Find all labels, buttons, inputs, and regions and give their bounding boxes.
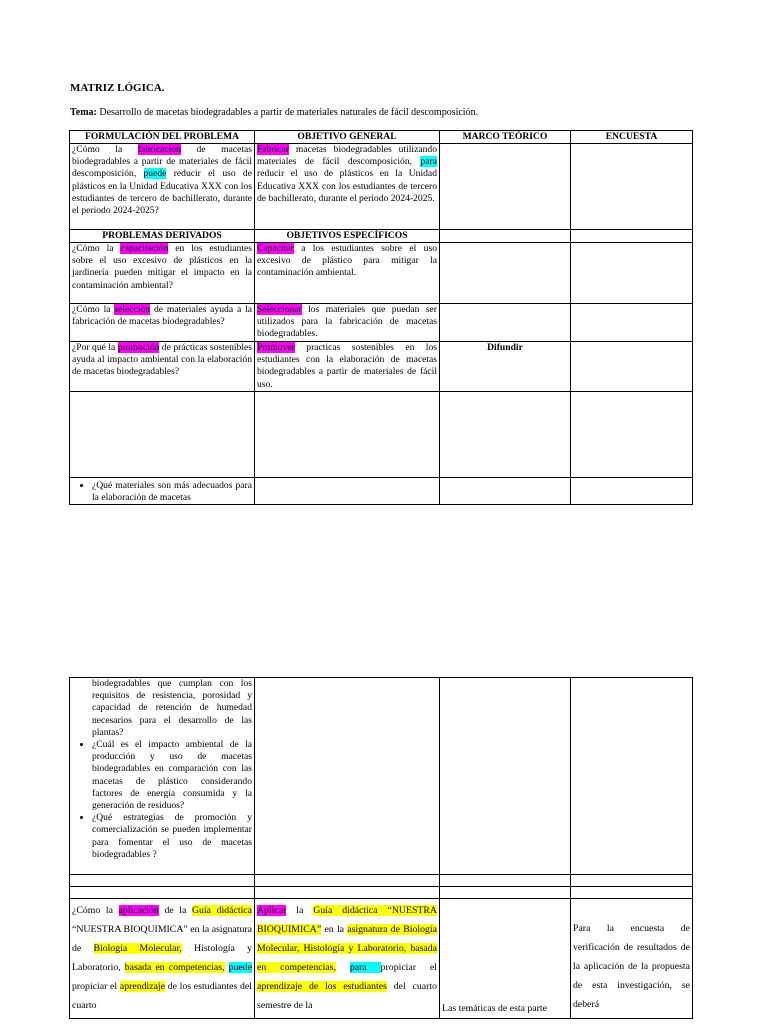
marco-cell bbox=[440, 243, 571, 304]
empty-cell bbox=[571, 875, 693, 887]
main-problem-cell: ¿Cómo la fabricación de macetas biodegradables a partir de materiales de fácil descomposición, puede reducir el uso de plásticos en la Unidad Educativa XXX con los estudiantes de tercero de bachillerato, durante el periodo 2024-2025? bbox=[70, 144, 255, 230]
guide-encuesta-cell: Para la encuesta de verificación de resultados de la aplicación de la propuesta de esta investigación, se deberá bbox=[571, 899, 693, 1019]
encuesta-cell bbox=[571, 230, 693, 243]
list-item: • ¿Qué materiales son más adecuados para la elaboración de macetas bbox=[92, 480, 252, 504]
specific-objective-1: Capacitar a los estudiantes sobre el uso excesivo de plástico para mitigar la contaminación ambiental. bbox=[255, 243, 440, 304]
subheader-derived: PROBLEMAS DERIVADOS bbox=[70, 230, 255, 243]
marco-cell bbox=[440, 230, 571, 243]
main-objective-cell: Fabricar macetas biodegradables utilizando materiales de fácil descomposición, para reducir el uso de plásticos en la Unidad Educativa XXX con los estudiantes de tercero de bachillerato, durante el periodo 2024-2025. bbox=[255, 144, 440, 230]
empty-cell bbox=[571, 678, 693, 875]
logic-matrix-table-continued bbox=[69, 677, 693, 1019]
empty-cell bbox=[571, 392, 693, 478]
encuesta-cell bbox=[571, 243, 693, 304]
empty-cell bbox=[255, 478, 440, 505]
bullet-list-cell bbox=[70, 678, 255, 875]
specific-objective-2: Seleccionar los materiales que puedan ser utilizados para la fabricación de macetas biodegradables. bbox=[255, 304, 440, 342]
encuesta-cell bbox=[571, 304, 693, 342]
header-problem: FORMULACIÓN DEL PROBLEMA bbox=[70, 131, 255, 144]
header-objective: OBJETIVO GENERAL bbox=[255, 131, 440, 144]
derived-problem-1: ¿Cómo la capacitación en los estudiantes sobre el uso excesivo de plásticos en la jardinería pueden mitigar el impacto en la contaminación ambiental? bbox=[70, 243, 255, 304]
header-marco: MARCO TEÓRICO bbox=[440, 131, 571, 144]
empty-cell bbox=[255, 875, 440, 887]
empty-cell bbox=[440, 678, 571, 875]
empty-cell bbox=[440, 875, 571, 887]
empty-cell bbox=[571, 478, 693, 505]
empty-cell bbox=[70, 887, 255, 899]
marco-cell bbox=[440, 144, 571, 230]
empty-cell bbox=[255, 887, 440, 899]
empty-cell bbox=[255, 392, 440, 478]
logic-matrix-table bbox=[69, 130, 693, 505]
empty-cell bbox=[440, 887, 571, 899]
empty-cell bbox=[70, 875, 255, 887]
encuesta-cell bbox=[571, 342, 693, 392]
bullet-list-cell bbox=[70, 478, 255, 505]
empty-cell bbox=[70, 392, 255, 478]
empty-cell bbox=[571, 887, 693, 899]
topic-line bbox=[70, 107, 478, 118]
marco-difundir: Difundir bbox=[440, 342, 571, 392]
derived-problem-2: ¿Cómo la selección de materiales ayuda a la fabricación de macetas biodegradables? bbox=[70, 304, 255, 342]
empty-cell bbox=[440, 392, 571, 478]
topic-text: Desarrollo de macetas biodegradables a partir de materiales naturales de fácil descomposición. bbox=[96, 107, 479, 118]
topic-label: Tema: bbox=[70, 107, 97, 118]
empty-cell bbox=[440, 478, 571, 505]
list-item: • ¿Cuál es el impacto ambiental de la producción y uso de macetas biodegradables en comparación con las macetas de plástico considerando factores de energía consumida y la generación de residuos? bbox=[92, 739, 252, 812]
encuesta-cell bbox=[571, 144, 693, 230]
derived-problem-3: ¿Por qué la promoción de prácticas sostenibles ayuda al impacto ambiental con la elaboración de macetas biodegradables? bbox=[70, 342, 255, 392]
subheader-specific: OBJETIVOS ESPECÍFICOS bbox=[255, 230, 440, 243]
list-item: • ¿Qué estrategias de promoción y comercialización se pueden implementar para fomentar el uso de macetas biodegradables ? bbox=[92, 812, 252, 861]
empty-cell bbox=[255, 678, 440, 875]
guide-problem-cell: ¿Cómo la aplicación de la Guía didáctica “NUESTRA BIOQUIMICA” en la asignatura de Biología Molecular, Histología y Laboratorio, basada en competencias, puede propiciar el aprendizaje de los estudiantes del cuarto bbox=[70, 899, 255, 1019]
header-encuesta: ENCUESTA bbox=[571, 131, 693, 144]
marco-cell bbox=[440, 304, 571, 342]
guide-objective-cell: Aplicar la Guía didáctica “NUESTRA BIOQUIMICA” en la asignatura de Biología Molecular, Histología y Laboratorio, basada en competencias, para propiciar el aprendizaje de los estudiantes del cuarto semestre de la bbox=[255, 899, 440, 1019]
document-title: MATRIZ LÓGICA. bbox=[70, 82, 165, 94]
list-item-continued: biodegradables que cumplan con los requisitos de resistencia, porosidad y capacidad de retención de humedad necesarios para el desarrollo de las plantas? bbox=[92, 678, 252, 738]
specific-objective-3: Promover practicas sostenibles en los estudiantes con la elaboración de macetas biodegradables a partir de materiales de fácil uso. bbox=[255, 342, 440, 392]
guide-marco-cell: Las temáticas de esta parte bbox=[440, 899, 571, 1019]
